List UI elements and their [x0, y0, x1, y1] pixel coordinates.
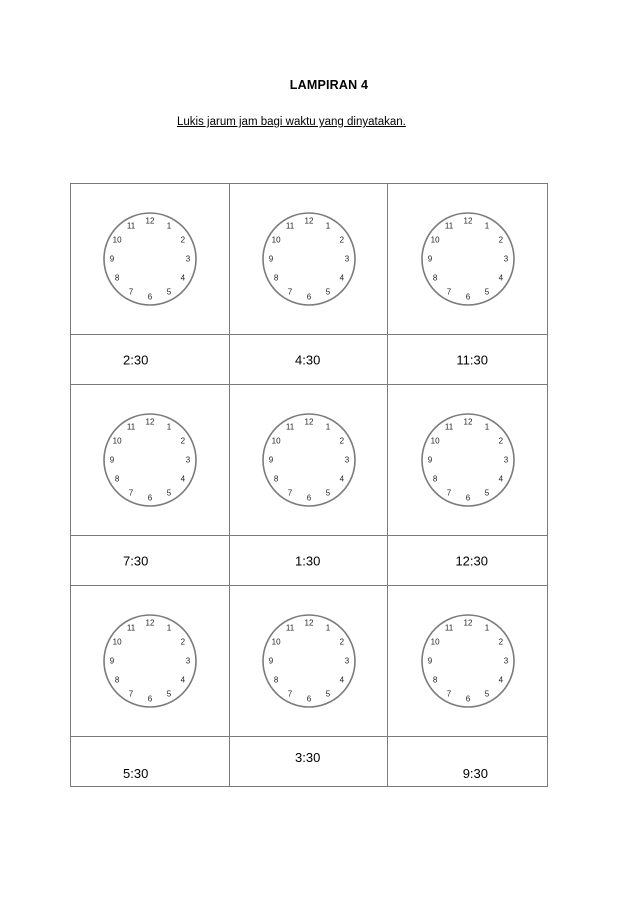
clock-number: 9 [427, 254, 432, 264]
clock-number: 3 [503, 656, 508, 666]
clock-number: 1 [166, 623, 172, 633]
clock-number: 1 [484, 221, 489, 231]
time-cell [388, 536, 548, 586]
page-title: LAMPIRAN 4 [289, 78, 369, 92]
time-cell [71, 536, 230, 586]
clock-number: 3 [503, 254, 508, 264]
time-label: 3:30 [295, 750, 321, 765]
clock-number: 10 [430, 235, 440, 245]
clock-number: 11 [126, 221, 136, 231]
clock-number: 1 [484, 623, 489, 633]
clock-number: 3 [185, 455, 191, 465]
clock-number: 12 [145, 417, 155, 427]
clock-number: 10 [271, 637, 281, 647]
time-cell [71, 737, 230, 787]
clock-face-circle [422, 615, 514, 707]
clock-number: 7 [446, 488, 451, 498]
time-cell [71, 335, 230, 385]
clock-number: 8 [114, 675, 120, 685]
clock-cell [71, 184, 230, 335]
clock-number: 12 [463, 417, 472, 427]
clock-worksheet-table [70, 183, 548, 787]
clock-cell [230, 586, 388, 737]
clock-number: 6 [147, 694, 153, 704]
clock-number: 2 [498, 637, 503, 647]
clock-number: 9 [427, 455, 432, 465]
clock-number: 12 [463, 216, 472, 226]
clock-number: 11 [126, 422, 136, 432]
clock-number: 9 [109, 455, 115, 465]
clock-number: 12 [304, 216, 313, 226]
clock-face-circle [422, 414, 514, 506]
clock-number: 4 [498, 273, 503, 283]
clock-number: 11 [285, 623, 294, 633]
blank-clock-icon[interactable] [254, 606, 364, 716]
time-row-2 [71, 536, 548, 586]
clock-number: 3 [185, 656, 191, 666]
clock-number: 8 [432, 474, 437, 484]
time-label: 11:30 [456, 352, 488, 367]
clock-number: 3 [185, 254, 191, 264]
clock-number: 5 [166, 689, 172, 699]
blank-clock-icon[interactable] [413, 405, 523, 515]
clock-number: 11 [444, 623, 453, 633]
clock-number: 7 [287, 689, 292, 699]
clock-cell [388, 586, 548, 737]
clock-number: 12 [463, 618, 472, 628]
clock-face-circle [104, 414, 196, 506]
clock-number: 4 [180, 273, 186, 283]
clock-row-1 [71, 184, 548, 335]
clock-number: 2 [339, 637, 344, 647]
clock-face-circle [263, 414, 355, 506]
clock-number: 8 [273, 474, 278, 484]
clock-number: 6 [465, 694, 470, 704]
clock-number: 1 [166, 422, 172, 432]
clock-number: 3 [344, 254, 349, 264]
time-label: 9:30 [462, 766, 488, 781]
clock-number: 11 [285, 221, 294, 231]
clock-number: 5 [166, 488, 172, 498]
time-cell [230, 737, 388, 787]
clock-face-circle [422, 213, 514, 305]
clock-number: 8 [114, 474, 120, 484]
clock-number: 10 [112, 436, 122, 446]
clock-number: 7 [446, 689, 451, 699]
clock-cell [388, 184, 548, 335]
clock-number: 8 [273, 273, 278, 283]
time-label: 4:30 [295, 352, 321, 367]
time-cell [230, 536, 388, 586]
clock-number: 11 [126, 623, 136, 633]
blank-clock-icon[interactable] [413, 606, 523, 716]
clock-number: 2 [180, 637, 186, 647]
time-label: 2:30 [123, 352, 149, 367]
clock-number: 11 [444, 221, 453, 231]
clock-number: 4 [180, 675, 186, 685]
blank-clock-icon[interactable] [95, 606, 205, 716]
clock-number: 9 [268, 455, 273, 465]
clock-number: 8 [432, 675, 437, 685]
clock-number: 9 [268, 254, 273, 264]
clock-number: 8 [114, 273, 120, 283]
clock-number: 2 [498, 235, 503, 245]
instruction-text: Lukis jarum jam bagi waktu yang dinyatakan. [177, 116, 406, 128]
clock-cell [230, 184, 388, 335]
clock-number: 7 [287, 287, 292, 297]
clock-number: 4 [339, 273, 344, 283]
clock-number: 8 [432, 273, 437, 283]
clock-number: 10 [271, 436, 281, 446]
clock-number: 5 [325, 488, 330, 498]
clock-row-2 [71, 385, 548, 536]
clock-number: 2 [180, 235, 186, 245]
clock-number: 6 [465, 292, 470, 302]
blank-clock-icon[interactable] [254, 204, 364, 314]
clock-number: 6 [306, 694, 311, 704]
clock-face-circle [263, 615, 355, 707]
clock-number: 3 [344, 455, 349, 465]
clock-number: 3 [344, 656, 349, 666]
clock-number: 7 [446, 287, 451, 297]
clock-number: 6 [147, 292, 153, 302]
clock-number: 5 [484, 287, 489, 297]
clock-number: 7 [128, 287, 134, 297]
clock-number: 12 [304, 417, 313, 427]
clock-number: 2 [339, 436, 344, 446]
clock-number: 9 [427, 656, 432, 666]
clock-number: 3 [503, 455, 508, 465]
clock-number: 12 [145, 618, 155, 628]
clock-face-circle [104, 213, 196, 305]
blank-clock-icon[interactable] [254, 405, 364, 515]
clock-number: 4 [180, 474, 186, 484]
clock-row-3 [71, 586, 548, 737]
blank-clock-icon[interactable] [95, 405, 205, 515]
clock-number: 1 [325, 623, 330, 633]
clock-number: 5 [166, 287, 172, 297]
clock-number: 4 [339, 675, 344, 685]
clock-number: 12 [145, 216, 155, 226]
clock-number: 7 [128, 689, 134, 699]
time-label: 12:30 [455, 553, 488, 568]
clock-number: 2 [180, 436, 186, 446]
clock-face-circle [263, 213, 355, 305]
clock-number: 7 [128, 488, 134, 498]
clock-cell [388, 385, 548, 536]
clock-number: 6 [306, 292, 311, 302]
clock-number: 5 [484, 488, 489, 498]
clock-cell [71, 385, 230, 536]
clock-number: 5 [325, 287, 330, 297]
clock-cell [230, 385, 388, 536]
clock-number: 2 [498, 436, 503, 446]
clock-number: 2 [339, 235, 344, 245]
clock-number: 10 [112, 235, 122, 245]
clock-number: 11 [444, 422, 453, 432]
time-cell [388, 335, 548, 385]
clock-number: 9 [109, 254, 115, 264]
clock-number: 10 [430, 436, 440, 446]
clock-number: 1 [325, 422, 330, 432]
clock-number: 4 [498, 474, 503, 484]
clock-number: 6 [147, 493, 153, 503]
time-label: 1:30 [295, 553, 321, 568]
clock-number: 10 [112, 637, 122, 647]
clock-number: 8 [273, 675, 278, 685]
clock-number: 1 [484, 422, 489, 432]
clock-number: 11 [285, 422, 294, 432]
clock-number: 10 [430, 637, 440, 647]
clock-number: 10 [271, 235, 281, 245]
clock-number: 1 [325, 221, 330, 231]
clock-cell [71, 586, 230, 737]
clock-number: 9 [109, 656, 115, 666]
clock-number: 4 [339, 474, 344, 484]
clock-number: 12 [304, 618, 313, 628]
time-cell [388, 737, 548, 787]
blank-clock-icon[interactable] [95, 204, 205, 314]
clock-number: 6 [465, 493, 470, 503]
clock-face-circle [104, 615, 196, 707]
clock-number: 6 [306, 493, 311, 503]
clock-number: 9 [268, 656, 273, 666]
clock-number: 4 [498, 675, 503, 685]
clock-number: 5 [325, 689, 330, 699]
time-label: 7:30 [123, 553, 149, 568]
time-cell [230, 335, 388, 385]
blank-clock-icon[interactable] [413, 204, 523, 314]
time-row-3 [71, 737, 548, 787]
time-row-1 [71, 335, 548, 385]
time-label: 5:30 [123, 766, 149, 781]
clock-number: 7 [287, 488, 292, 498]
clock-number: 1 [166, 221, 172, 231]
clock-number: 5 [484, 689, 489, 699]
